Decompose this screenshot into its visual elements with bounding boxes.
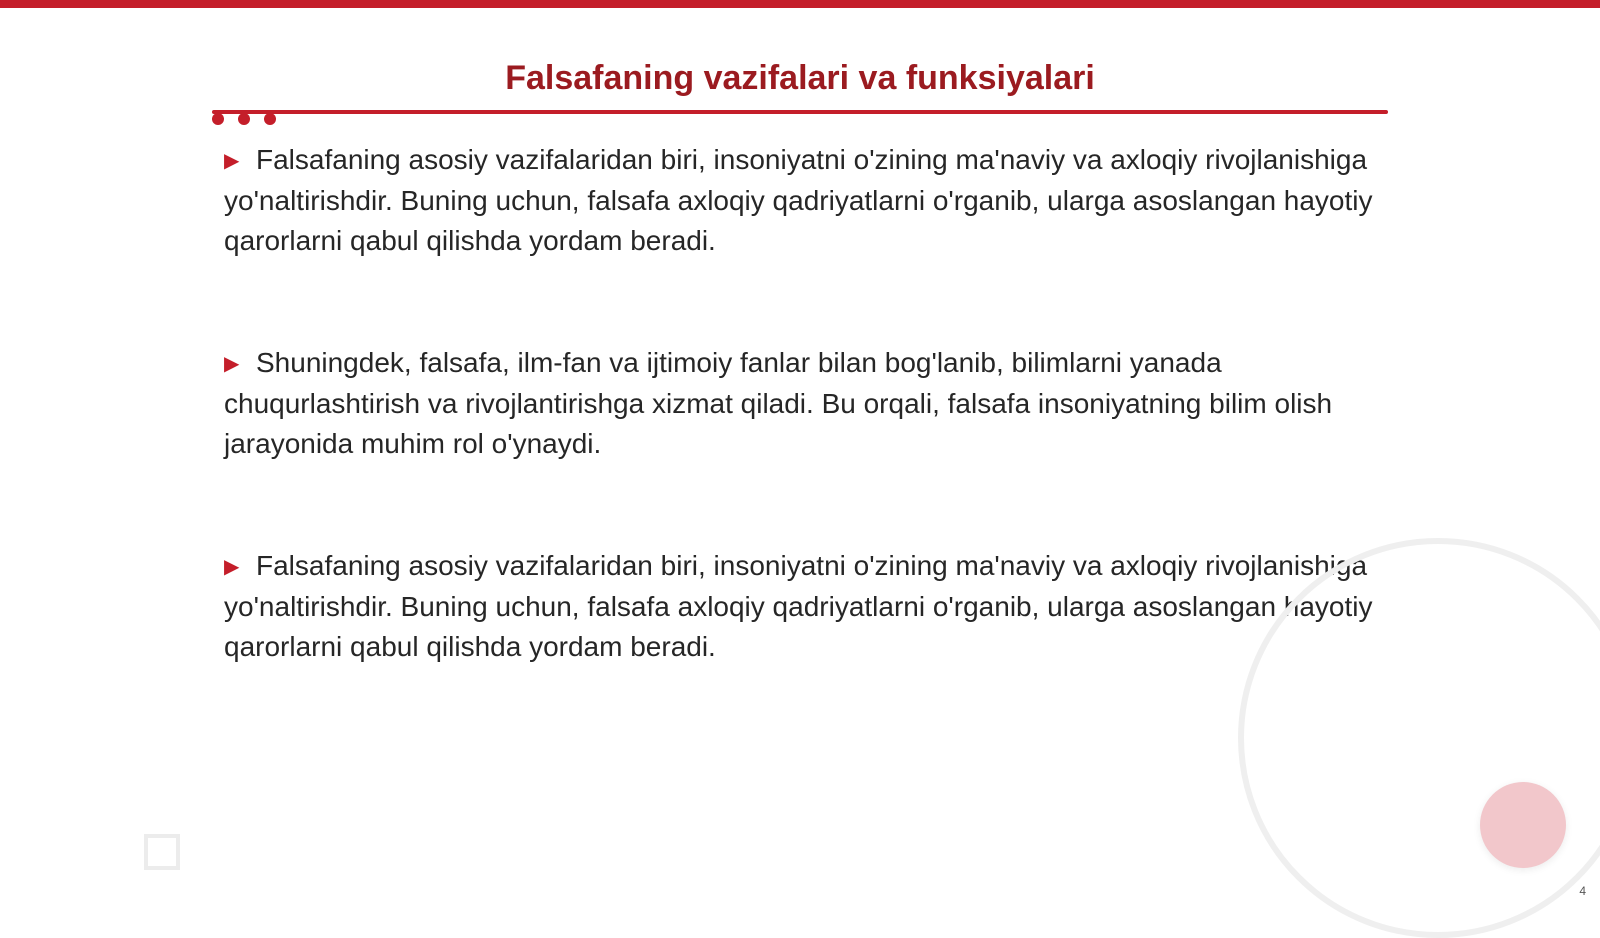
paragraph-text: Falsafaning asosiy vazifalaridan biri, insoniyatni o'zining ma'naviy va axloqiy rivojlanishiga yo'naltirishdir. Buning uchun, falsafa axloqiy qadriyatlarni o'rganib, ularga asoslangan hayotiy qarorlarni qabul qilishda yordam beradi. (224, 144, 1373, 256)
decorative-dots (212, 113, 282, 125)
bullet-arrow-icon: ▶ (224, 150, 240, 172)
bullet-arrow-icon: ▶ (224, 556, 240, 578)
dot-icon (264, 113, 276, 125)
bullet-paragraph-2 (224, 343, 1384, 464)
paragraph-text: Shuningdek, falsafa, ilm-fan va ijtimoiy fanlar bilan bog'lanib, bilimlarni yanada chuqurlashtirish va rivojlantirishga xizmat qiladi. Bu orqali, falsafa insoniyatning bilim olish jarayonida muhim rol o'ynaydi. (224, 347, 1333, 459)
dot-icon (238, 113, 250, 125)
bullet-paragraph-3 (224, 546, 1384, 667)
bullet-arrow-icon: ▶ (224, 353, 240, 375)
decorative-square (144, 834, 180, 870)
slide-title: Falsafaning vazifalari va funksiyalari (505, 59, 1095, 97)
dot-icon (212, 113, 224, 125)
slide-body (224, 140, 1384, 749)
page-number: 4 (1579, 884, 1586, 898)
top-accent-bar (0, 0, 1600, 8)
decorative-pink-circle (1480, 782, 1566, 868)
bullet-paragraph-1 (224, 140, 1384, 261)
paragraph-text: Falsafaning asosiy vazifalaridan biri, insoniyatni o'zining ma'naviy va axloqiy rivojlanishiga yo'naltirishdir. Buning uchun, falsafa axloqiy qadriyatlarni o'rganib, ularga asoslangan hayotiy qarorlarni qabul qilishda yordam beradi. (224, 550, 1373, 662)
title-underline (212, 110, 1388, 114)
